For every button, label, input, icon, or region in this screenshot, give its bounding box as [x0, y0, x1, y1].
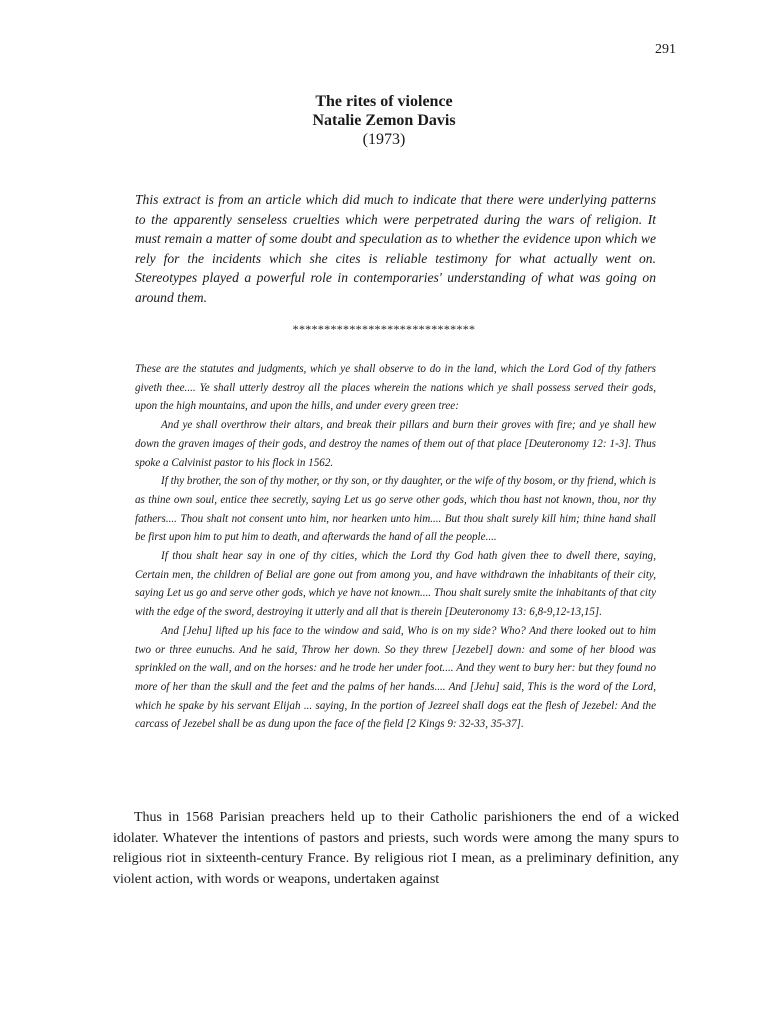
epigraph-quote: [135, 360, 656, 734]
body-paragraph: Thus in 1568 Parisian preachers held up to their Catholic parishioners the end of a wicked idolater. Whatever the intentions of pastors and priests, such words were among the many spurs to religious riot in sixteenth-century France. By religious riot I mean, as a preliminary definition, any violent action, with words or weapons, undertaken against: [113, 810, 679, 887]
article-year: (1973): [362, 131, 406, 148]
article-author: Natalie Zemon Davis: [312, 112, 456, 129]
quote-paragraph: And ye shall overthrow their altars, and break their pillars and burn their groves with fire; and ye shall hew down the graven images of their gods, and destroy the names of them out of that place [Deuteronomy 12: 1-3]. Thus spoke a Calvinist pastor to his flock in 1562.: [135, 419, 656, 469]
article-title: The rites of violence: [315, 93, 453, 110]
quote-paragraph: These are the statutes and judgments, which ye shall observe to do in the land, which the Lord God of thy fathers giveth thee.... Ye shall utterly destroy all the places wherein the nations which ye shall possess served their gods, upon the high mountains, and upon the hills, and under every green tree:: [135, 363, 656, 413]
quote-paragraph: And [Jehu] lifted up his face to the window and said, Who is on my side? Who? And there looked out to him two or three eunuchs. And he said, Throw her down. So they threw [Jezebel] down: and some of her blood was sprinkled on the wall, and on the horses: and he trode her under foot.... And they went to bury her: but they found no more of her than the skull and the feet and the palms of her hands.... And [Jehu] said, This is the word of the Lord, which he spake by his servant Elijah ... saying, In the portion of Jezreel shall dogs eat the flesh of Jezebel: And the carcass of Jezebel shall be as dung upon the face of the field [2 Kings 9: 32-33, 35-37].: [135, 624, 656, 731]
page-number: 291: [655, 42, 676, 57]
quote-paragraph: If thy brother, the son of thy mother, or thy son, or thy daughter, or the wife of thy bosom, or thy friend, which is as thine own soul, entice thee secretly, saying Let us go serve other gods, which thou hast not known, thou, nor thy fathers.... Thou shalt not consent unto him, nor hearken unto him.... But thou shalt surely kill him; thine hand shall be first upon him to put him to death, and afterwards the hand of all the people....: [135, 475, 656, 544]
quote-paragraph: If thou shalt hear say in one of thy cities, which the Lord thy God hath given thee to dwell there, saying, Certain men, the children of Belial are gone out from among you, and have withdrawn the inhabitants of their city, saying Let us go and serve other gods, which ye have not known.... Thou shalt surely smite the inhabitants of that city with the edge of the sword, destroying it utterly and all that is therein [Deuteronomy 13: 6,8-9,12-13,15].: [135, 550, 656, 619]
section-separator: *****************************: [292, 322, 476, 336]
editor-introduction: This extract is from an article which did much to indicate that there were underlying patterns to the apparently senseless cruelties which were perpetrated during the wars of religion. It must remain a matter of some doubt and speculation as to whether the evidence upon which we rely for the incidents which she cites is reliable testimony for what actually went on. Stereotypes played a powerful role in contemporaries' understanding of what was going on around them.: [135, 192, 656, 305]
body-text: [113, 808, 679, 890]
title-block: [0, 92, 768, 149]
